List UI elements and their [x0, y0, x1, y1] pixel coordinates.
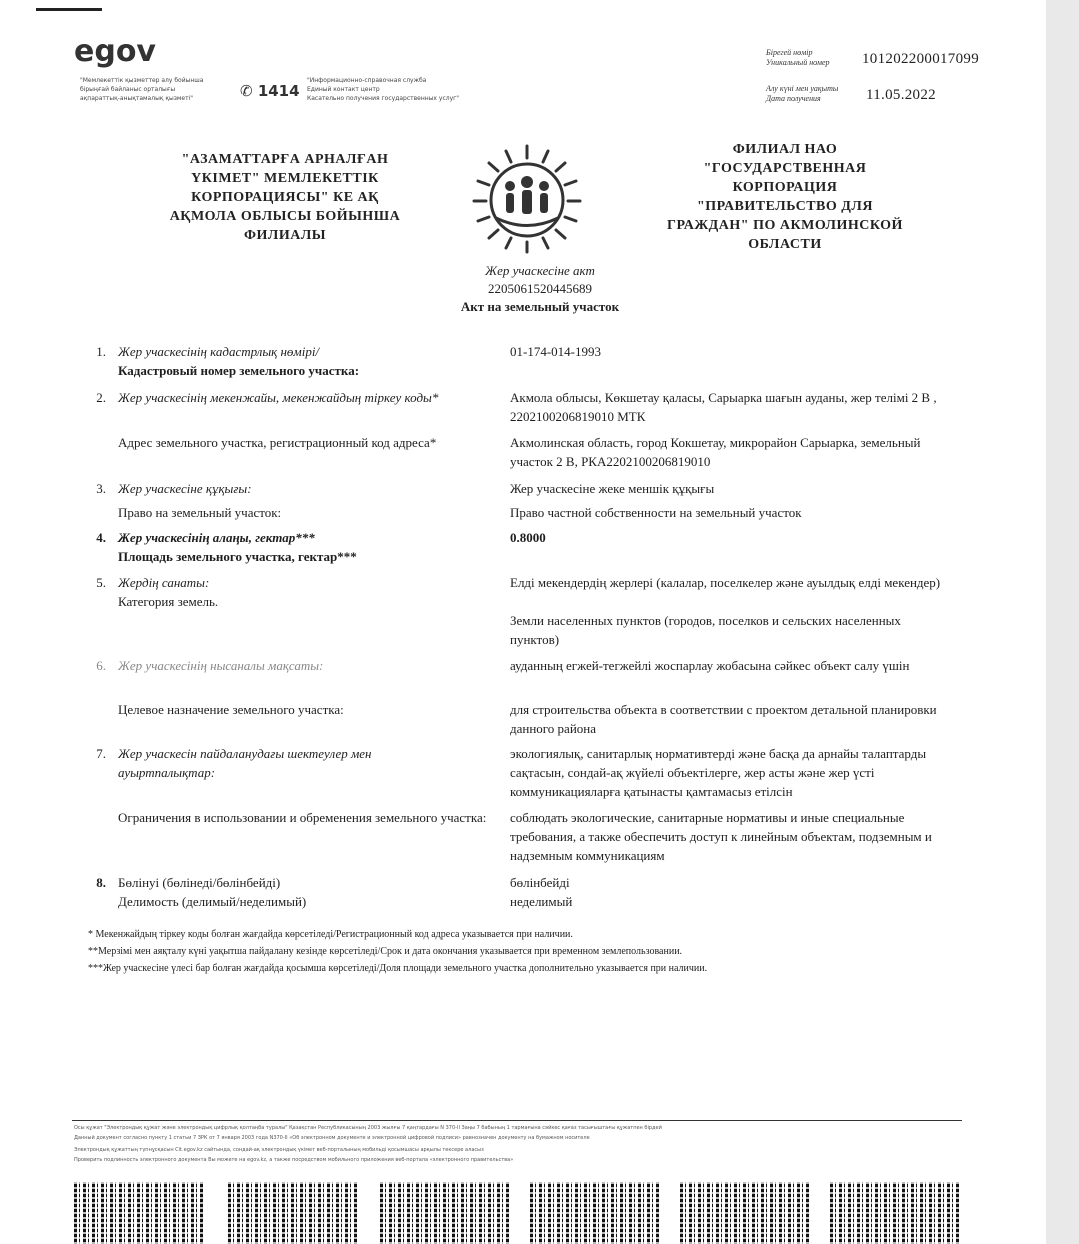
right-ru: Право частной собственности на земельный участок	[510, 505, 802, 520]
category-kz: Елді мекендердің жерлері (калалар, поселкелер және ауылдық елді мекендер)	[510, 575, 941, 590]
legal-line: Осы құжат "Электрондық құжат және электрондық цифрлық қолтаңба туралы" Қазақстан Республикасының 2003 жылғы 7 қаңтардағы N 370-II Заңы 7 бабының 1 тармағына сәйкес қағаз тасығыштағы құжатпен бірдей	[74, 1125, 662, 1131]
egov-caption-line: бірыңғай байланыс орталығы	[80, 86, 176, 93]
right-kz: Жер учаскесіне жеке меншік құқығы	[510, 481, 715, 496]
row-number: 5.	[96, 575, 106, 590]
category-ru: Земли населенных пунктов (городов, поселков и сельских населенных пунктов)	[510, 613, 901, 647]
footnote: ***Жер учаскесіне үлесі бар болған жағдайда қосымша көрсетіледі/Доля площади земельного участка дополнительно указывается при наличии.	[88, 963, 708, 974]
divisibility: бөлінбейді неделимый	[510, 875, 573, 909]
row-label: Жер учаскесіне құқығы:	[118, 481, 252, 496]
sun-family-emblem-icon	[466, 138, 588, 256]
act-title-block	[380, 262, 700, 316]
row-number: 7.	[96, 746, 106, 761]
egov-caption	[80, 76, 240, 103]
purpose-ru: для строительства объекта в соответствии с проектом детальной планировки данного района	[510, 702, 937, 736]
phone-caption-line: Единый контакт центр	[307, 86, 380, 93]
legal-line: Данный документ согласно пункту 1 статьи 7 ЗРК от 7 января 2003 года N370-II «Об электронном документе и электронной цифровой подписи» равнозначен документу на бумажном носителе	[74, 1135, 590, 1141]
row-label: Адрес земельного участка, регистрационный код адреса*	[118, 435, 437, 450]
row-label: Бөлінуі (бөлінеді/бөлінбейді) Делимость (делимый/неделимый)	[118, 875, 307, 909]
footnote: **Мерзімі мен аяқталу күні уақытша пайдалану кезінде көрсетіледі/Срок и дата окончания указывается при временном землепользовании.	[88, 946, 683, 957]
legal-line: Электрондық құжаттың түпнұсқасын Cit.egov.kz сайтында, сондай-ақ электрондық үкімет веб-порталының мобильді қосымшасы арқылы тексере аласыз	[74, 1147, 484, 1153]
qr-code	[830, 1182, 960, 1244]
cadastral-number: 01-174-014-1993	[510, 344, 601, 359]
act-number: 2205061520445689	[488, 281, 592, 296]
unique-number: 101202200017099	[862, 51, 979, 67]
act-title-kz: Жер учаскесіне акт	[485, 263, 595, 278]
qr-code	[74, 1182, 204, 1244]
qr-code	[228, 1182, 358, 1244]
phone-caption-line: "Информационно-справочная служба	[307, 77, 427, 84]
date-label: Алу күні мен уақыты Дата получения	[766, 84, 839, 103]
row-label: Жер учаскесінің кадастрлық нөмірі/ Кадастровый номер земельного участка:	[118, 344, 360, 378]
row-label: Жер учаскесінің нысаналы мақсаты:	[118, 658, 324, 673]
phone-caption-line: Касательно получения государственных услуг"	[307, 95, 460, 102]
row-label: Жер учаскесінің алаңы, гектар*** Площадь земельного участка, гектар***	[118, 530, 357, 564]
row-number: 6.	[96, 658, 106, 673]
divider	[72, 1120, 962, 1121]
row-number: 4.	[96, 530, 106, 545]
phone-number: 1414	[257, 82, 300, 100]
row-label: Жер учаскесін пайдаланудағы шектеулер мен ауыртпалықтар:	[118, 746, 372, 780]
phone-icon: ✆	[240, 82, 253, 100]
footnote: * Мекенжайдың тіркеу коды болған жағдайда көрсетіледі/Регистрационный код адреса указывается при наличии.	[88, 929, 573, 940]
restrictions-kz: экологиялық, санитарлық нормативтерді және басқа да арнайы талаптарды сақтасын, сондай-ақ жүйелі объектілерге, жер асты және жер үсті коммуникацияларға қатынасты қамтамасыз етілсін	[510, 746, 927, 799]
qr-code	[530, 1182, 660, 1244]
row-number: 8.	[96, 875, 106, 890]
restrictions-ru: соблюдать экологические, санитарные нормативы и иные специальные требования, а также обеспечить доступ к линейным объектам, подземным и надземным коммуникациям	[510, 810, 932, 863]
org-name-ru: ФИЛИАЛ НАО "ГОСУДАРСТВЕННАЯ КОРПОРАЦИЯ "ПРАВИТЕЛЬСТВО ДЛЯ ГРАЖДАН" ПО АКМОЛИНСКОЙ ОБЛАСТИ	[667, 142, 903, 252]
row-label: Целевое назначение земельного участка:	[118, 702, 344, 717]
row-label: Право на земельный участок:	[118, 505, 282, 520]
unique-number-label: Бірегей нөмір Уникальный номер	[766, 48, 830, 67]
scan-mark	[36, 8, 102, 11]
contact-phone	[240, 82, 300, 100]
address-kz: Акмола облысы, Көкшетау қаласы, Сарыарка шағын ауданы, жер телімі 2 В , 2202100206819010 МТК	[510, 390, 937, 424]
purpose-kz: ауданның егжей-тегжейлі жоспарлау жобасына сәйкес объект салу үшін	[510, 658, 910, 673]
row-label: Жердің санаты: Категория земель.	[118, 575, 219, 609]
row-number: 3.	[96, 481, 106, 496]
row-label: Жер учаскесінің мекенжайы, мекенжайдың тіркеу коды*	[118, 390, 439, 405]
qr-code	[680, 1182, 810, 1244]
issue-date: 11.05.2022	[866, 87, 936, 103]
address-ru: Акмолинская область, город Кокшетау, микрорайон Сарыарка, земельный участок 2 В, РКА2202100206819010	[510, 435, 921, 469]
row-label: Ограничения в использовании и обременения земельного участка:	[118, 810, 487, 825]
act-title-ru: Акт на земельный участок	[460, 299, 620, 314]
egov-caption-line: ақпараттық-анықтамалық қызметі"	[80, 95, 194, 102]
egov-logo: egov	[74, 34, 156, 69]
qr-code	[380, 1182, 510, 1244]
phone-caption	[307, 76, 507, 103]
egov-caption-line: "Мемлекеттік қызметтер алу бойынша	[80, 77, 204, 84]
legal-line: Проверить подлинность электронного документа Вы можете на egov.kz, а также посредством мобильного приложения веб-портала «электронного правительства»	[74, 1157, 514, 1163]
row-number: 1.	[96, 344, 106, 359]
scan-edge	[1046, 0, 1079, 1244]
row-number: 2.	[96, 390, 106, 405]
org-name-kz: "АЗАМАТТАРҒА АРНАЛҒАН ҮКІМЕТ" МЕМЛЕКЕТТІК КОРПОРАЦИЯСЫ" КЕ АҚ АҚМОЛА ОБЛЫСЫ БОЙЫНША ФИЛИАЛЫ	[169, 152, 401, 243]
area-value: 0.8000	[510, 530, 546, 545]
